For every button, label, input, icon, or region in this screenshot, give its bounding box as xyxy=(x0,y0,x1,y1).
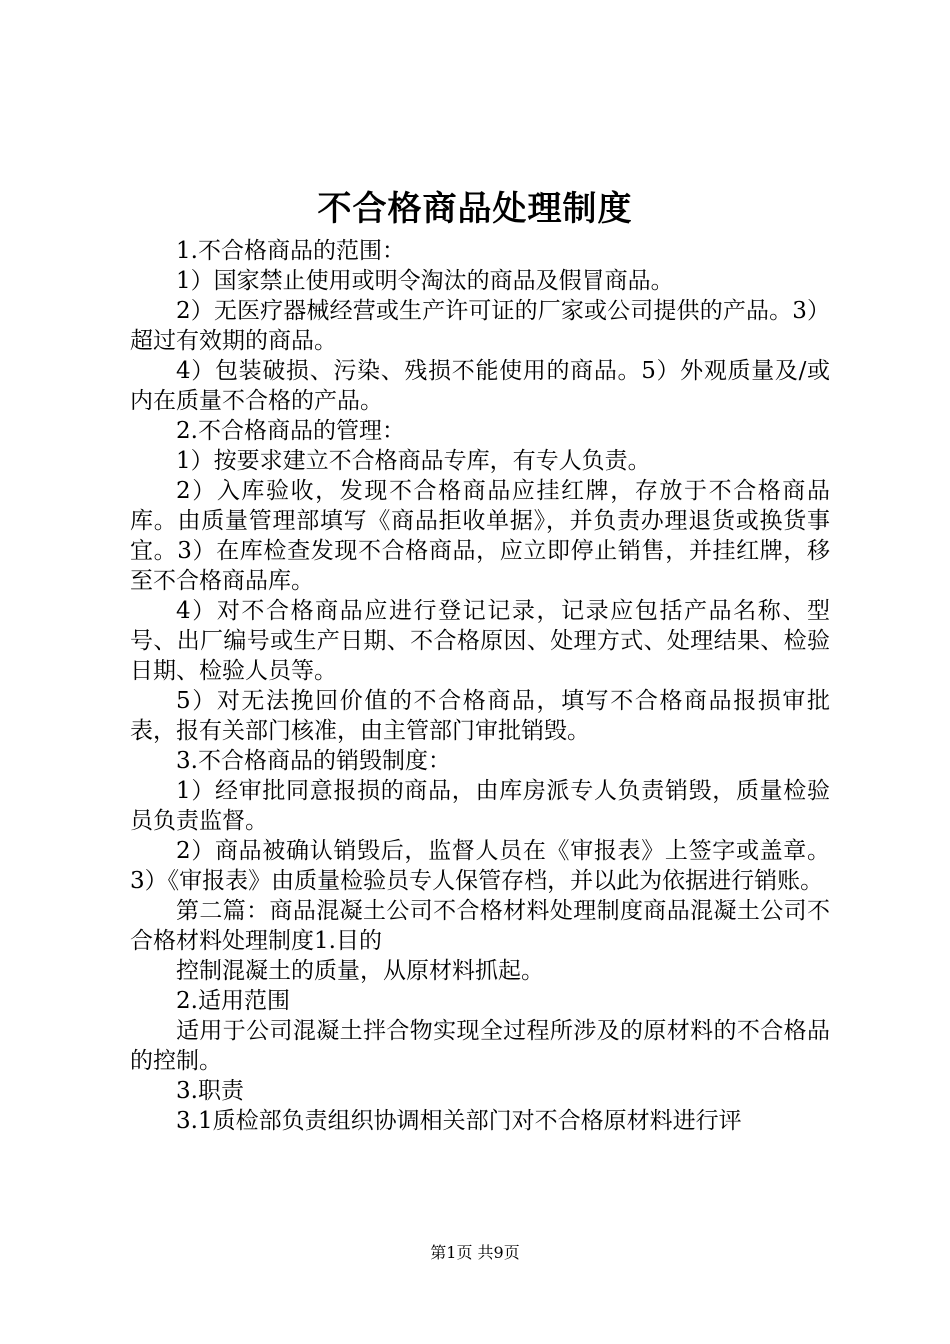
paragraph: 2.不合格商品的管理： xyxy=(176,418,405,444)
paragraph: 2）无医疗器械经营或生产许可证的厂家或公司提供的产品。3）超过有效期的商品。 xyxy=(130,298,830,354)
document-body xyxy=(130,236,830,1136)
paragraph: 3.1质检部负责组织协调相关部门对不合格原材料进行评 xyxy=(176,1108,742,1134)
paragraph: 3.不合格商品的销毁制度： xyxy=(176,748,451,774)
paragraph: 4）对不合格商品应进行登记记录，记录应包括产品名称、型号、出厂编号或生产日期、不合格原因、处理方式、处理结果、检验日期、检验人员等。 xyxy=(130,598,830,684)
document-title: 不合格商品处理制度 xyxy=(317,189,633,229)
paragraph: 4）包装破损、污染、残损不能使用的商品。5）外观质量及/或内在质量不合格的产品。 xyxy=(130,358,830,414)
paragraph: 2）商品被确认销毁后，监督人员在《审报表》上签字或盖章。3）《审报表》由质量检验员专人保管存档，并以此为依据进行销账。 xyxy=(130,838,830,894)
paragraph: 2）入库验收，发现不合格商品应挂红牌，存放于不合格商品库。由质量管理部填写《商品拒收单据》，并负责办理退货或换货事宜。3）在库检查发现不合格商品，应立即停止销售，并挂红牌，移至不合格商品库。 xyxy=(130,478,830,594)
paragraph: 1）国家禁止使用或明令淘汰的商品及假冒商品。 xyxy=(176,268,674,294)
paragraph: 控制混凝土的质量，从原材料抓起。 xyxy=(176,958,544,984)
paragraph: 第二篇：商品混凝土公司不合格材料处理制度商品混凝土公司不合格材料处理制度1.目的 xyxy=(130,898,830,954)
paragraph: 5）对无法挽回价值的不合格商品，填写不合格商品报损审批表，报有关部门核准，由主管部门审批销毁。 xyxy=(130,688,830,744)
paragraph: 1）经审批同意报损的商品，由库房派专人负责销毁，质量检验员负责监督。 xyxy=(130,778,830,834)
paragraph: 适用于公司混凝土拌合物实现全过程所涉及的原材料的不合格品的控制。 xyxy=(130,1018,830,1074)
paragraph: 1）按要求建立不合格商品专库，有专人负责。 xyxy=(176,448,651,474)
paragraph: 2.适用范围 xyxy=(176,988,290,1014)
paragraph: 1.不合格商品的范围： xyxy=(176,238,405,264)
paragraph: 3.职责 xyxy=(176,1078,244,1104)
page-number-footer: 第1页 共9页 xyxy=(430,1243,520,1262)
